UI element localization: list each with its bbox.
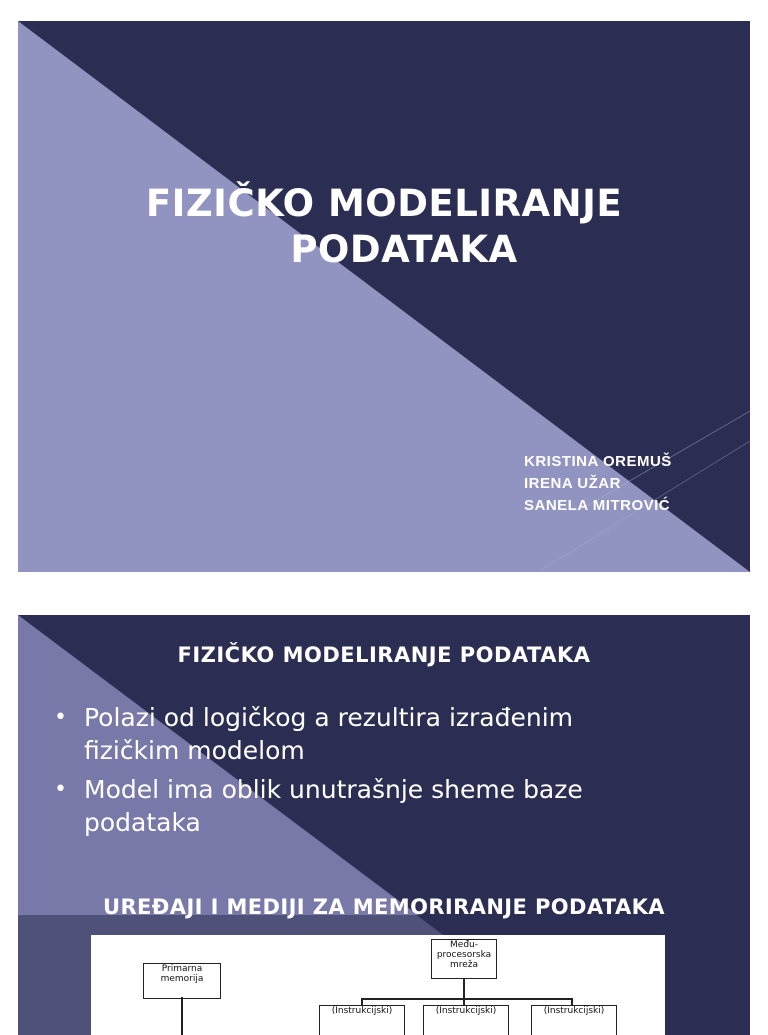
primary-memory-label: Primarna memorija (160, 964, 204, 984)
bullet-item (54, 773, 674, 839)
authors-list (524, 451, 672, 517)
bullet-text: Polazi od logičkog a rezultira izrađenim fizičkim modelom (84, 703, 574, 765)
content-slide (18, 615, 750, 1035)
slide-title (18, 181, 750, 273)
author-name: SANELA MITROVIĆ (524, 497, 671, 514)
connector-line (361, 998, 571, 1000)
instruction-box (423, 1005, 509, 1035)
network-box (431, 939, 497, 979)
network-label: Među-procesorska mreža (436, 940, 492, 970)
memory-diagram (91, 935, 665, 1035)
bullet-icon: • (54, 705, 67, 730)
instruction-label: (Instrukcijski) (331, 1006, 393, 1016)
instruction-box (319, 1005, 405, 1035)
bullet-icon: • (54, 777, 67, 802)
slide-title-line2: PODATAKA (290, 228, 518, 271)
bullet-item (54, 701, 674, 767)
connector-line (181, 997, 183, 1035)
instruction-label: (Instrukcijski) (543, 1006, 605, 1016)
bullet-list (54, 701, 674, 845)
title-slide (18, 21, 750, 572)
section-subtitle: UREĐAJI I MEDIJI ZA MEMORIRANJE PODATAKA (103, 895, 665, 919)
instruction-box (531, 1005, 617, 1035)
bullet-text: Model ima oblik unutrašnje sheme baze podataka (84, 775, 583, 837)
slide-title: FIZIČKO MODELIRANJE PODATAKA (177, 643, 591, 667)
author-name: IRENA UŽAR (524, 475, 621, 492)
connector-line (463, 978, 465, 998)
author-name: KRISTINA OREMUŠ (524, 453, 672, 470)
instruction-label: (Instrukcijski) (435, 1006, 497, 1016)
primary-memory-box (143, 963, 221, 999)
slide-title-line1: FIZIČKO MODELIRANJE (145, 182, 623, 225)
